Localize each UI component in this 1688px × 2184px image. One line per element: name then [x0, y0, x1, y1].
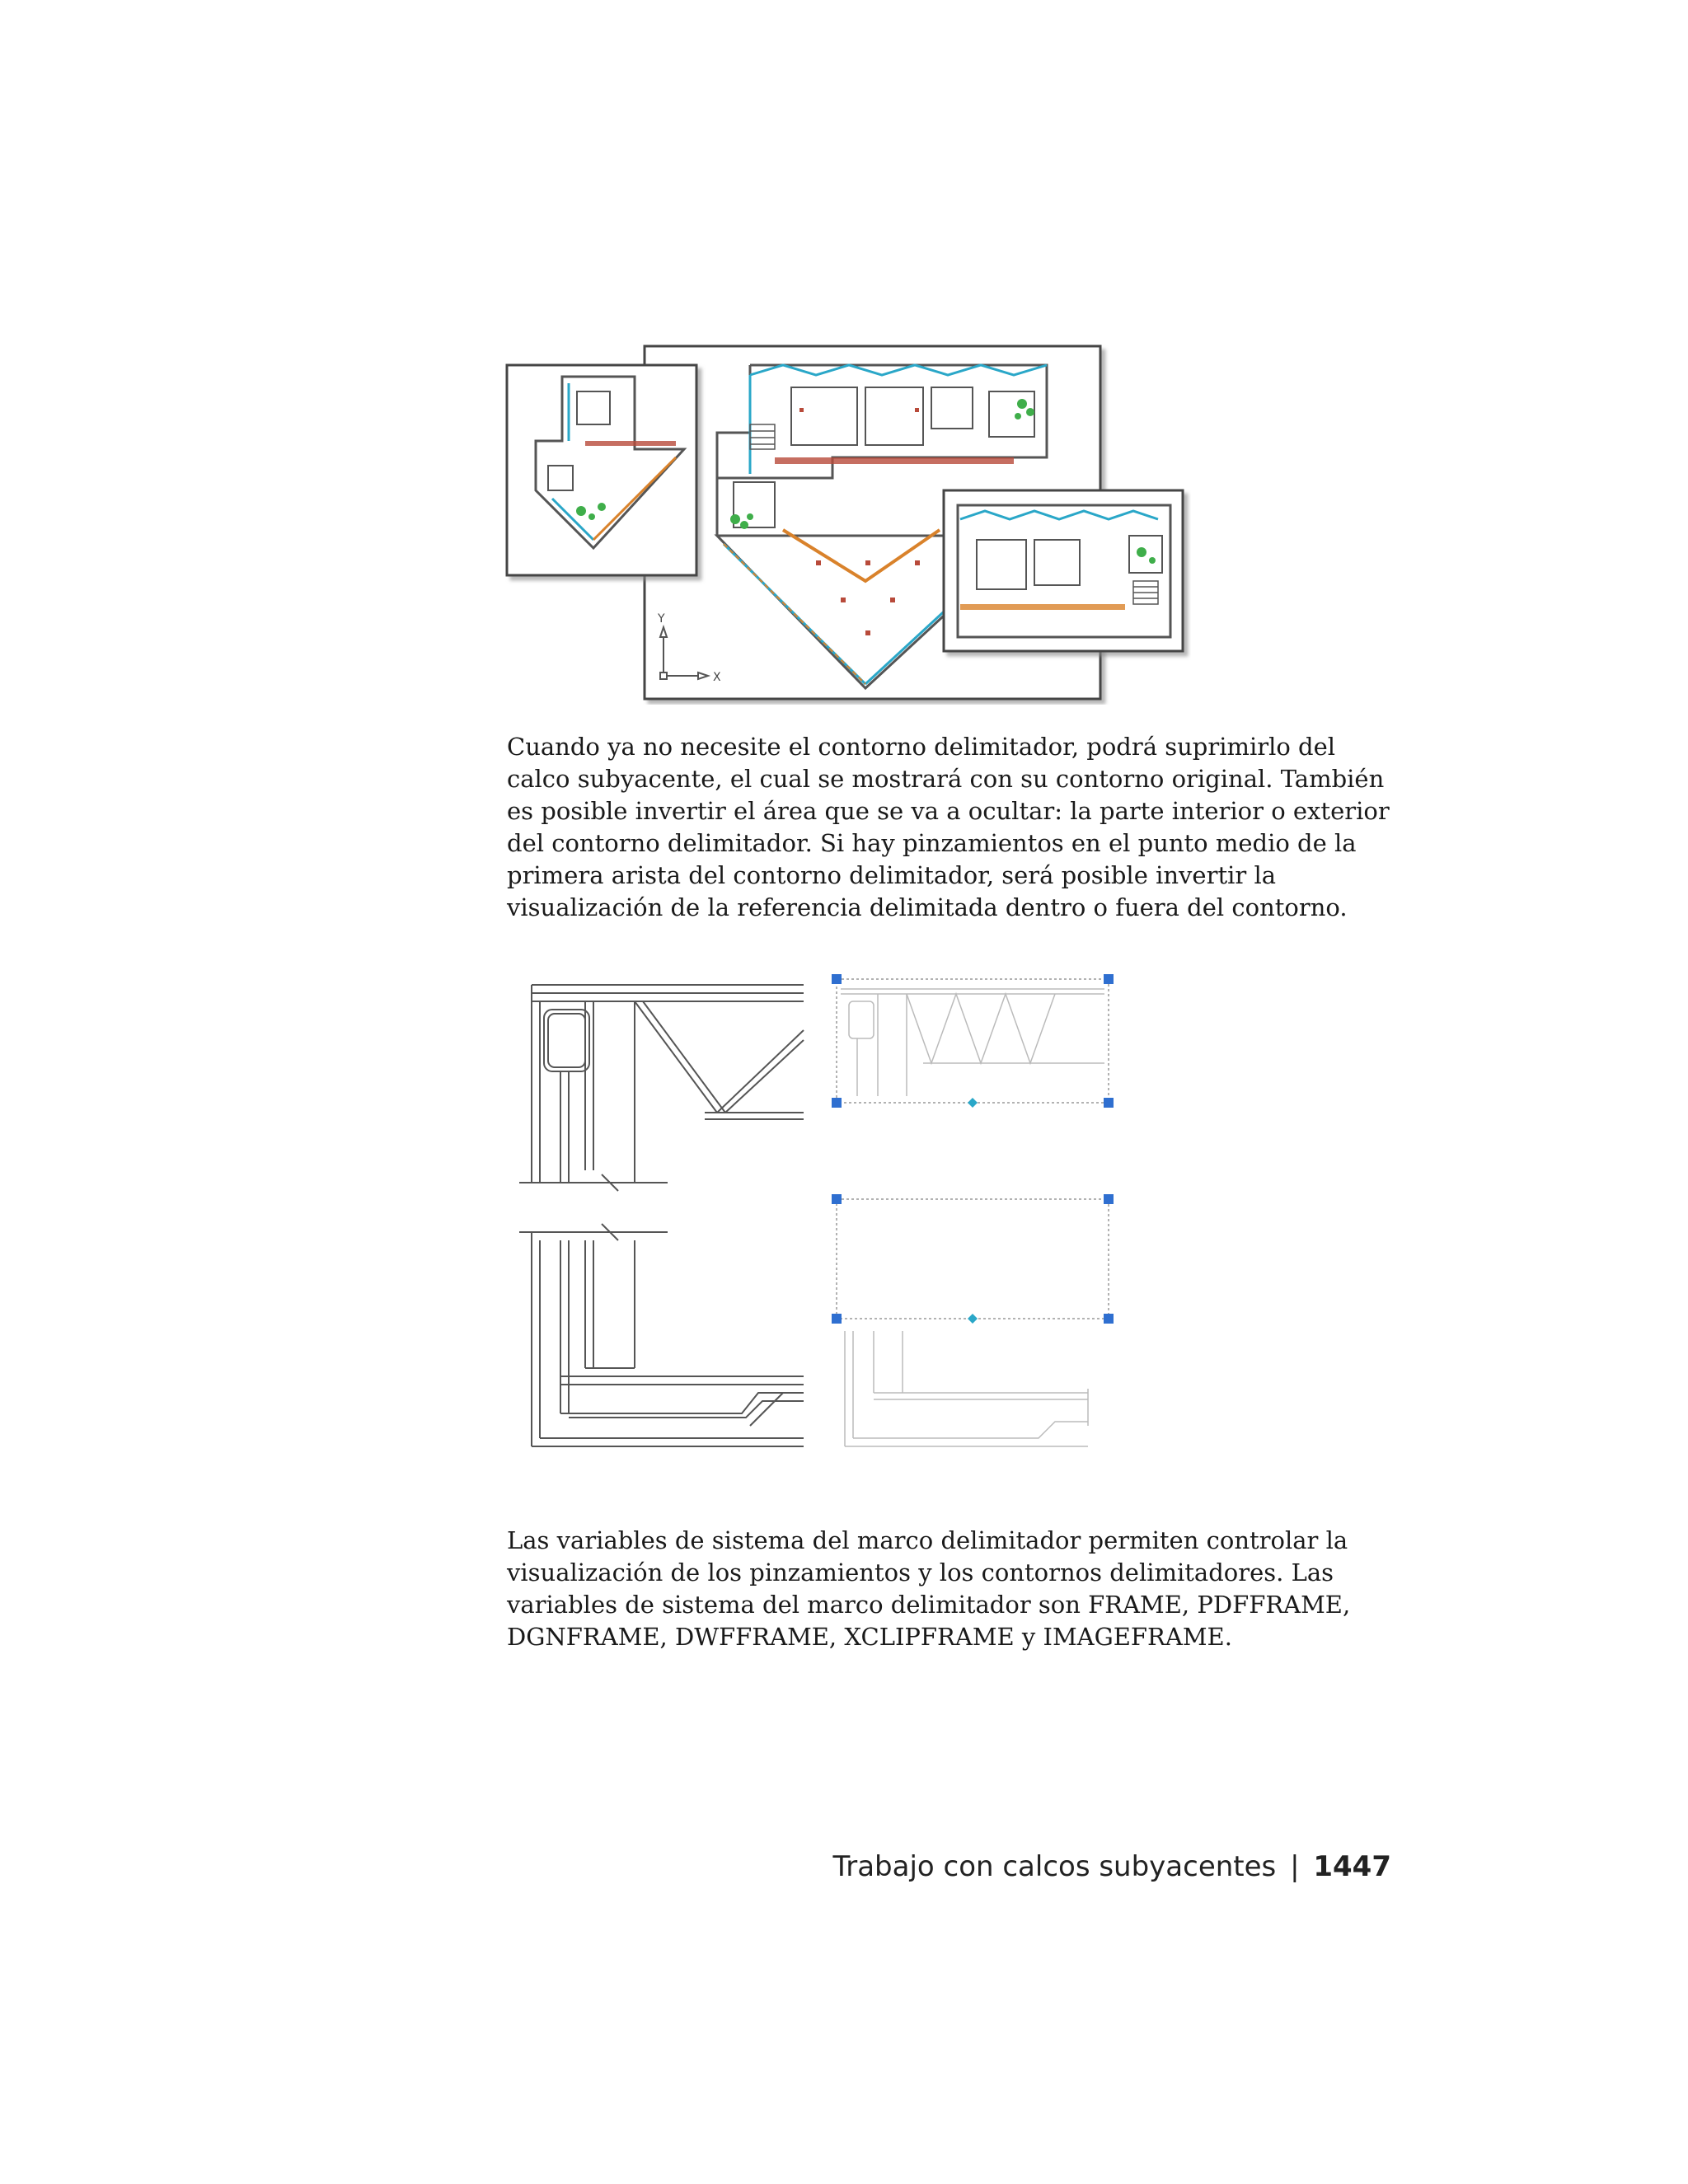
- floor-plan-figure: [503, 342, 1191, 705]
- clipped-view-left: [507, 365, 696, 575]
- paragraph-bounding-contour: Cuando ya no necesite el contorno delimitador, podrá suprimirlo del calco subyacente, el cual se mostrará con su contorno original. También es posible invertir el área que se va a ocultar: la parte interior o exterior del contorno delimitador. Si hay pinzamientos en el punto medio de la primera arista del contorno delimitador, será posible invertir la visualización de la referencia delimitada dentro o fuera del contorno.: [507, 733, 1390, 921]
- clip-frame-bottom: [832, 1194, 1114, 1446]
- page-footer: [659, 1850, 1391, 1883]
- axis-y-label: Y: [658, 612, 665, 626]
- flip-arrow-icon: [968, 1098, 978, 1108]
- flip-arrow-icon-bottom: [968, 1314, 978, 1324]
- footer-separator: |: [1290, 1850, 1300, 1883]
- page-number: 1447: [1313, 1850, 1391, 1883]
- truss-clip-figure: [511, 964, 1129, 1459]
- footer-title: Trabajo con calcos subyacentes: [832, 1850, 1277, 1883]
- axis-x-label: X: [713, 671, 721, 684]
- clipped-view-right: [944, 490, 1183, 651]
- clip-frame-top: [832, 974, 1114, 1108]
- truss-detail-top: [519, 985, 804, 1191]
- base-detail-bottom: [519, 1224, 804, 1446]
- grip-markers-bottom: [832, 1194, 1114, 1324]
- paragraph-frame-variables: Las variables de sistema del marco delimitador permiten controlar la visualización de los pinzamientos y los contornos delimitadores. Las variables de sistema del marco delimitador son FRAME, PDFFRAME, DGNFRAME, DWFFRAME, XCLIPFRAME y IMAGEFRAME.: [507, 1526, 1351, 1651]
